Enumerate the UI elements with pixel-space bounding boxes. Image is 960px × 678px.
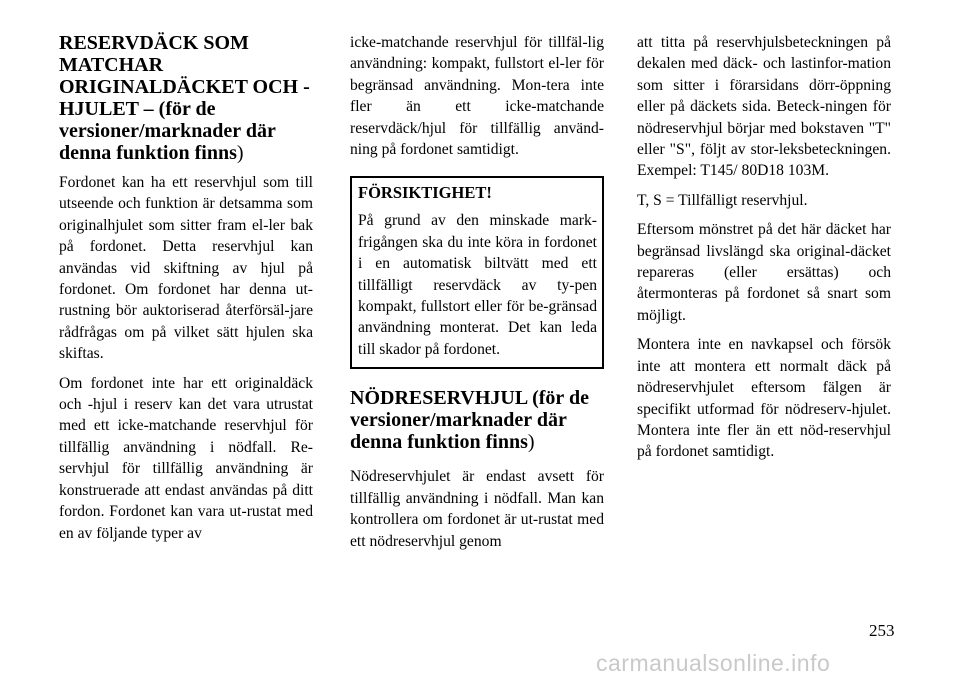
caution-text: På grund av den minskade mark-frigången ska du inte köra in fordonet i en automatisk biltvätt med ett tillfälligt reservdäck av ty-pen kompakt, fullstort eller för be-gränsad användning monterat. Det kan leda till skador på fordonet. [358,212,597,358]
paragraph-matching-spare: Fordonet kan ha ett reservhjul som till utseende och funktion är detsamma som originalhjulet som sitter fram el-ler bak på fordonet. Detta reservhjul kan användas vid skiftning av hjul på fordonet. Om fordonet har denna ut-rustning bör auktoriserad återförsäl-jare rådfrågas om på vilket sätt hjulen ska skiftas. [59,174,313,363]
paragraph-nonmatching-spare: Om fordonet inte har ett originaldäck och -hjul i reserv kan det vara utrustat med ett icke-matchande reservhjul för tillfällig användning i nödfall. Re-servhjul för tillfällig användning är konstruerade att endast användas på ditt fordon. Fordonet kan vara ut-rustat med en av följande typer av [59,374,313,542]
paragraph-spare-designation: att titta på reservhjulsbeteckningen på dekalen med däck- och lastinfor-mation som sitter i förarsidans dörr-öppning eller på däckets sida. Beteck-ningen för nödreservhjul börjar med bokstaven "T" eller "S", följt av stor-leksbeteckningen. Exempel: T145/ 80D18 103M. [637,34,891,180]
paragraph-hubcap-warning: Montera inte en navkapsel och försök inte att montera ett normalt däck på nödreservhjulet eftersom fälgen är specifikt utformad för nödreserv-hjulet. Montera inte fler än ett nöd-reservhjul på fordonet samtidigt. [637,336,891,461]
section-heading-matching-spare [59,32,313,164]
column-middle [350,32,604,552]
paragraph-emergency-spare: Nödreservhjulet är endast avsett för tillfällig användning i nödfall. Man kan kontrollera om fordonet är ut-rustat med ett nödreservhjul genom [350,468,604,550]
section-heading-emergency-spare [350,387,604,453]
caution-box [350,176,604,369]
heading-paren: ) [236,142,244,164]
column-right [637,32,891,463]
paragraph-tread-life: Eftersom mönstret på det här däcket har begränsad livslängd ska original-däcket repareras (eller ersättas) och återmonteras på fordonet så snart som möjligt. [637,221,891,324]
heading-text: RESERVDÄCK SOM MATCHAR ORIGINALDÄCKET OCH -HJULET – (för de versioner/marknader där denna funktion finns [59,32,310,164]
column-left [59,32,313,544]
page-number: 253 [869,621,895,640]
heading-text: NÖDRESERVHJUL (för de versioner/marknader där denna funktion finns [350,387,589,454]
paragraph-spare-types: icke-matchande reservhjul för tillfäl-lig användning: kompakt, fullstort el-ler för begränsad användning. Mon-tera inte fler än ett icke-matchande reservdäck/hjul för tillfällig använd-ning på fordonet samtidigt. [350,34,604,159]
heading-paren: ) [527,431,535,454]
caution-title: FÖRSIKTIGHET! [358,183,492,203]
paragraph-ts-definition: T, S = Tillfälligt reservhjul. [637,191,808,209]
watermark: carmanualsonline.info [596,650,831,676]
